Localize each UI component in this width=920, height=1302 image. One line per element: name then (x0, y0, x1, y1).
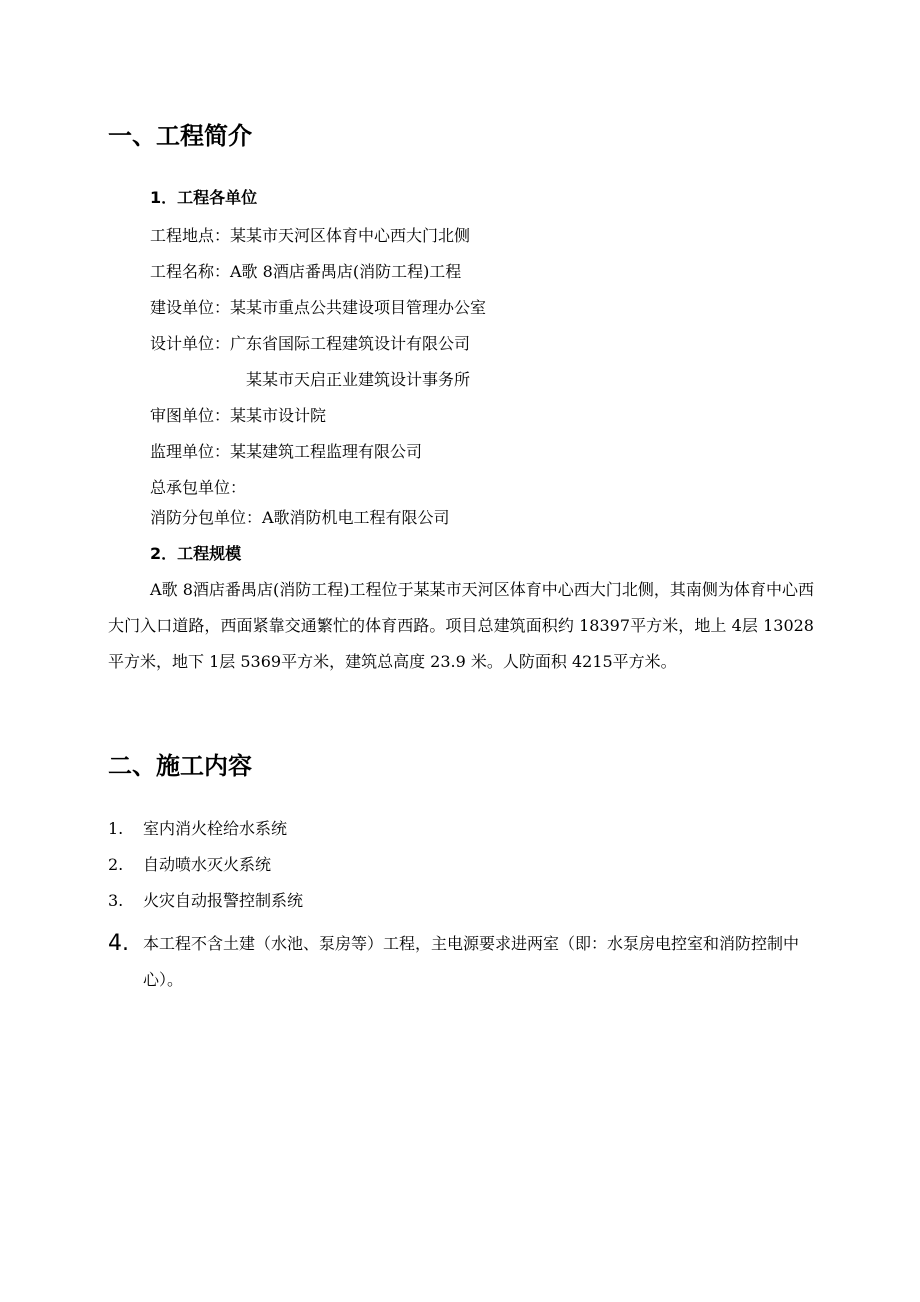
list-item-number: 4. (108, 931, 129, 956)
list-item: 室内消火栓给水系统 (143, 819, 288, 838)
fire-subcontractor: 消防分包单位：A歌消防机电工程有限公司 (150, 508, 450, 527)
list-item: 自动喷水灭火系统 (143, 855, 272, 874)
list-item-number: 1. (108, 819, 124, 838)
list-item: 本工程不含土建（水池、泵房等）工程，主电源要求进两室（即：水泵房电控室和消防控制中心）。 (143, 934, 800, 989)
list-item-number: 3. (108, 891, 124, 910)
list-item: 火灾自动报警控制系统 (143, 891, 304, 910)
design-unit-second: 某某市天启正业建筑设计事务所 (246, 370, 471, 389)
subsection-1-heading: 1．工程各单位 (150, 188, 258, 207)
owner-unit: 建设单位：某某市重点公共建设项目管理办公室 (150, 298, 487, 317)
supervision-unit: 监理单位：某某建筑工程监理有限公司 (150, 442, 423, 461)
design-unit: 设计单位：广东省国际工程建筑设计有限公司 (150, 334, 471, 353)
section-1-heading: 一、工程简介 (108, 122, 252, 150)
review-unit: 审图单位：某某市设计院 (150, 406, 327, 425)
general-contractor: 总承包单位： (150, 478, 247, 497)
project-scale-paragraph: A歌 8酒店番禺店(消防工程)工程位于某某市天河区体育中心西大门北侧，其南侧为体育中心西大门入口道路，西面紧靠交通繁忙的体育西路。项目总建筑面积约 18397平方米，地上 4层 13028平方米，地下 1层 5369平方米，建筑总高度 23.9 米。人防面积 4215平方米。 (108, 580, 814, 671)
project-name: 工程名称：A歌 8酒店番禺店(消防工程)工程 (150, 262, 462, 281)
project-location: 工程地点：某某市天河区体育中心西大门北侧 (150, 226, 471, 245)
subsection-2-heading: 2．工程规模 (150, 544, 242, 563)
list-item-number: 2. (108, 855, 124, 874)
section-2-heading: 二、施工内容 (108, 752, 252, 780)
